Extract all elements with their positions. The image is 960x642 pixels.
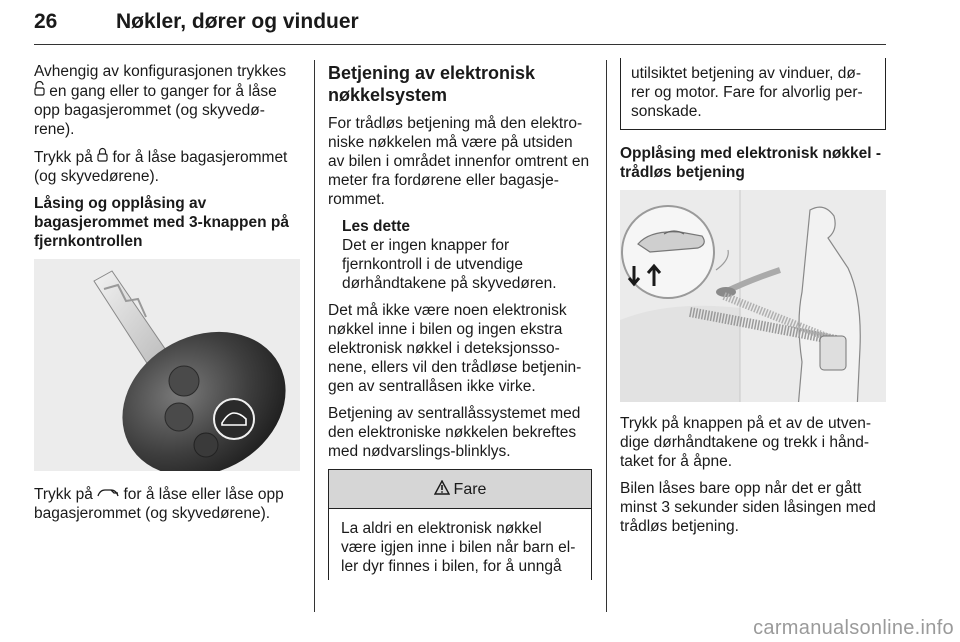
col2-paragraph-3: Betjening av sentrallåssystemet med den elektroniske nøkkelen bekreftes med nødvarslings-blinklys.	[328, 405, 581, 460]
col1-heading: Låsing og opplåsing av bagasjerommet med 3-knappen på fjernkontrollen	[34, 195, 289, 250]
col1-paragraph-2: Trykk på for å låse bagasjerommet (og skyvedørene).	[34, 149, 288, 185]
col1-paragraph-1: Avhengig av konfigurasjonen trykkes en gang eller to ganger for å låse opp bagasjerommet (og skyvedø-rene).	[34, 63, 287, 138]
warning-continuation-box	[620, 58, 886, 130]
column-divider-2	[606, 60, 607, 612]
footer-watermark-url[interactable]: carmanualsonline.info	[753, 617, 954, 639]
remote-key-illustration	[34, 259, 300, 471]
col2-paragraph-2: Det må ikke være noen elektronisk nøkkel inne i bilen og ingen ekstra elektronisk nøkkel i deteksjonsso-nene, ellers vil den trådløse betjenin-gen av sentrallåsen ikke virke.	[328, 302, 582, 395]
warning-text: La aldri en elektronisk nøkkel være igjen inne i bilen når barn el-ler dyr finnes i bilen, for å unngå	[341, 520, 576, 575]
note-label: Les dette	[342, 218, 411, 235]
page-header	[34, 6, 886, 46]
warning-header	[329, 470, 591, 509]
col1-paragraph-3: Trykk på for å låse eller låse opp bagasjerommet (og skyvedørene).	[34, 486, 284, 522]
car-trunk-icon	[97, 485, 119, 504]
note-box	[342, 217, 592, 293]
column-3	[620, 62, 886, 544]
col2-paragraph-1: For trådløs betjening må den elektro-niske nøkkelen må være på utsiden av bilen i området innenfor omtrent en meter fra fordørene eller bagasje-rommet.	[328, 115, 590, 208]
warning-box	[328, 469, 592, 580]
warning-triangle-icon	[434, 480, 450, 499]
wireless-unlock-illustration	[620, 190, 886, 402]
col3-paragraph-1: Trykk på knappen på et av de utven-dige dørhåndtakene og trekk i hånd-taket for å åpne.	[620, 415, 872, 470]
warning-continuation-text: utilsiktet betjening av vinduer, dø-rer og motor. Fare for alvorlig per-sonskade.	[631, 65, 863, 120]
header-rule	[34, 44, 886, 45]
note-text: Det er ingen knapper for fjernkontroll i de utvendige dørhåndtakene på skyvedøren.	[342, 237, 557, 292]
column-divider-1	[314, 60, 315, 612]
lock-icon	[97, 147, 108, 167]
col3-paragraph-2: Bilen låses bare opp når det er gått minst 3 sekunder siden låsingen med trådløs betjening.	[620, 480, 876, 535]
column-2	[328, 62, 592, 580]
col2-heading: Betjening av elektronisk nøkkelsystem	[328, 63, 536, 105]
col3-heading: Opplåsing med elektronisk nøkkel - trådløs betjening	[620, 145, 881, 181]
chapter-title: Nøkler, dører og vinduer	[116, 10, 359, 33]
column-1	[34, 62, 300, 531]
unlock-icon	[34, 81, 45, 101]
page-number: 26	[34, 10, 58, 33]
warning-title: Fare	[453, 480, 487, 498]
